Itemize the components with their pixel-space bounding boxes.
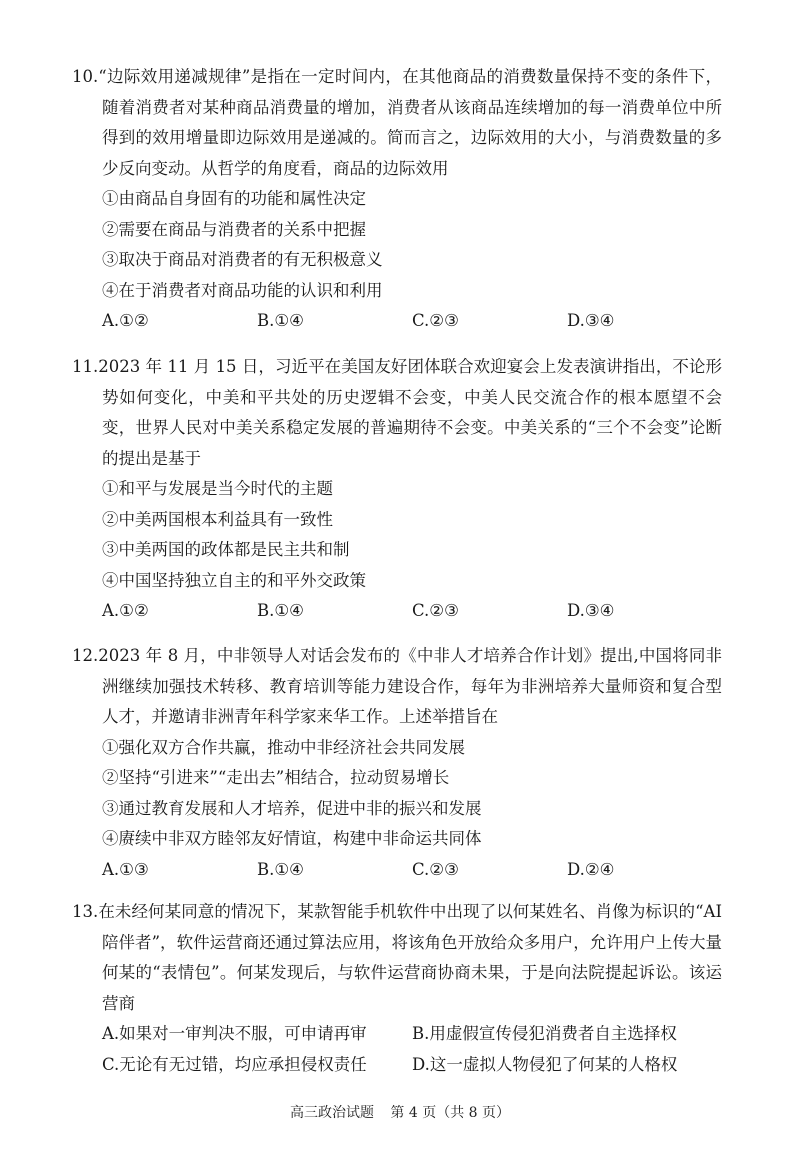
statement-item: ③取决于商品对消费者的有无积极意义 [102, 250, 383, 269]
option-b: B.①④ [257, 311, 304, 330]
question-10 [72, 62, 722, 337]
statement-item: ②中美两国根本利益具有一致性 [102, 509, 333, 529]
question-number: 12. [72, 646, 99, 665]
statement-item: ①由商品自身固有的功能和属性决定 [102, 189, 366, 208]
statement-list [72, 474, 722, 596]
option-a: A.①③ [102, 859, 149, 879]
statement-item: ①强化双方合作共赢，推动中非经济社会共同发展 [102, 737, 465, 757]
option-b: B.①④ [257, 601, 304, 620]
answer-options [72, 1019, 722, 1080]
footer-subject: 高三政治试题 [289, 1105, 374, 1121]
statement-item: ②坚持“引进来”“走出去”相结合，拉动贸易增长 [102, 768, 450, 787]
option-a: A.①② [102, 311, 149, 330]
statement-item: ④中国坚持独立自主的和平外交政策 [102, 570, 366, 590]
statement-item: ④赓续中非双方睦邻友好情谊，构建中非命运共同体 [102, 829, 482, 848]
question-text: 在未经何某同意的情况下，某款智能手机软件中出现了以何某姓名、肖像为标识的“AI陪伴者”，软件运营商还通过算法应用，将该角色开放给众多用户，允许用户上传大量何某的“表情包”。何某发现后，与软件运营商协商未果，于是向法院提起诉讼。该运营商 [98, 902, 722, 1013]
question-stem [72, 62, 722, 184]
option-d: D.这一虚拟人物侵犯了何某的人格权 [412, 1054, 678, 1074]
question-13 [72, 897, 722, 1080]
option-c: C.②③ [412, 311, 459, 330]
statement-list [72, 733, 722, 855]
question-text: 2023 年 11 月 15 日，习近平在美国友好团体联合欢迎宴会上发表演讲指出，不论形势如何变化，中美和平共处的历史逻辑不会变，中美人民交流合作的根本愿望不会变，世界人民对中美关系稳定发展的普遍期待不会变。中美关系的“三个不会变”论断的提出是基于 [98, 357, 722, 468]
option-c: C.②③ [412, 859, 459, 879]
option-b: B.①④ [257, 859, 304, 879]
option-d: D.③④ [567, 601, 615, 620]
option-c: C.无论有无过错，均应承担侵权责任 [102, 1054, 367, 1074]
question-text: 2023 年 8 月，中非领导人对话会发布的《中非人才培养合作计划》提出,中国将同非洲继续加强技术转移、教育培训等能力建设合作，每年为非洲培养大量师资和复合型人才，并邀请非洲青年科学家来华工作。上述举措旨在 [98, 646, 722, 726]
option-b: B.用虚假宣传侵犯消费者自主选择权 [412, 1024, 677, 1043]
statement-item: ③通过教育发展和人才培养，促进中非的振兴和发展 [102, 798, 482, 818]
question-stem [72, 897, 722, 1019]
option-a: A.①② [102, 601, 149, 620]
option-d: D.③④ [567, 311, 615, 330]
question-12 [72, 641, 722, 885]
statement-item: ③中美两国的政体都是民主共和制 [102, 540, 350, 559]
question-number: 13. [72, 902, 99, 921]
page-footer [0, 1102, 800, 1122]
statement-list [72, 184, 722, 306]
question-text: “边际效用递减规律”是指在一定时间内，在其他商品的消费数量保持不变的条件下，随着消费者对某种商品消费量的增加，消费者从该商品连续增加的每一消费单位中所得到的效用增量即边际效用是递减的。简而言之，边际效用的大小，与消费数量的多少反向变动。从哲学的角度看，商品的边际效用 [98, 67, 722, 178]
option-a: A.如果对一审判决不服，可申请再审 [102, 1024, 367, 1043]
question-stem [72, 352, 722, 474]
answer-options [72, 306, 722, 337]
question-11 [72, 352, 722, 627]
option-c: C.②③ [412, 601, 459, 620]
question-stem [72, 641, 722, 733]
footer-page-number: 第 4 页（共 8 页） [390, 1105, 511, 1121]
answer-options [72, 855, 722, 886]
question-number: 11. [72, 357, 99, 376]
option-d: D.②④ [567, 859, 615, 879]
question-number: 10. [72, 67, 99, 86]
statement-item: ①和平与发展是当今时代的主题 [102, 479, 333, 498]
statement-item: ②需要在商品与消费者的关系中把握 [102, 219, 366, 239]
answer-options [72, 596, 722, 627]
statement-item: ④在于消费者对商品功能的认识和利用 [102, 280, 383, 300]
